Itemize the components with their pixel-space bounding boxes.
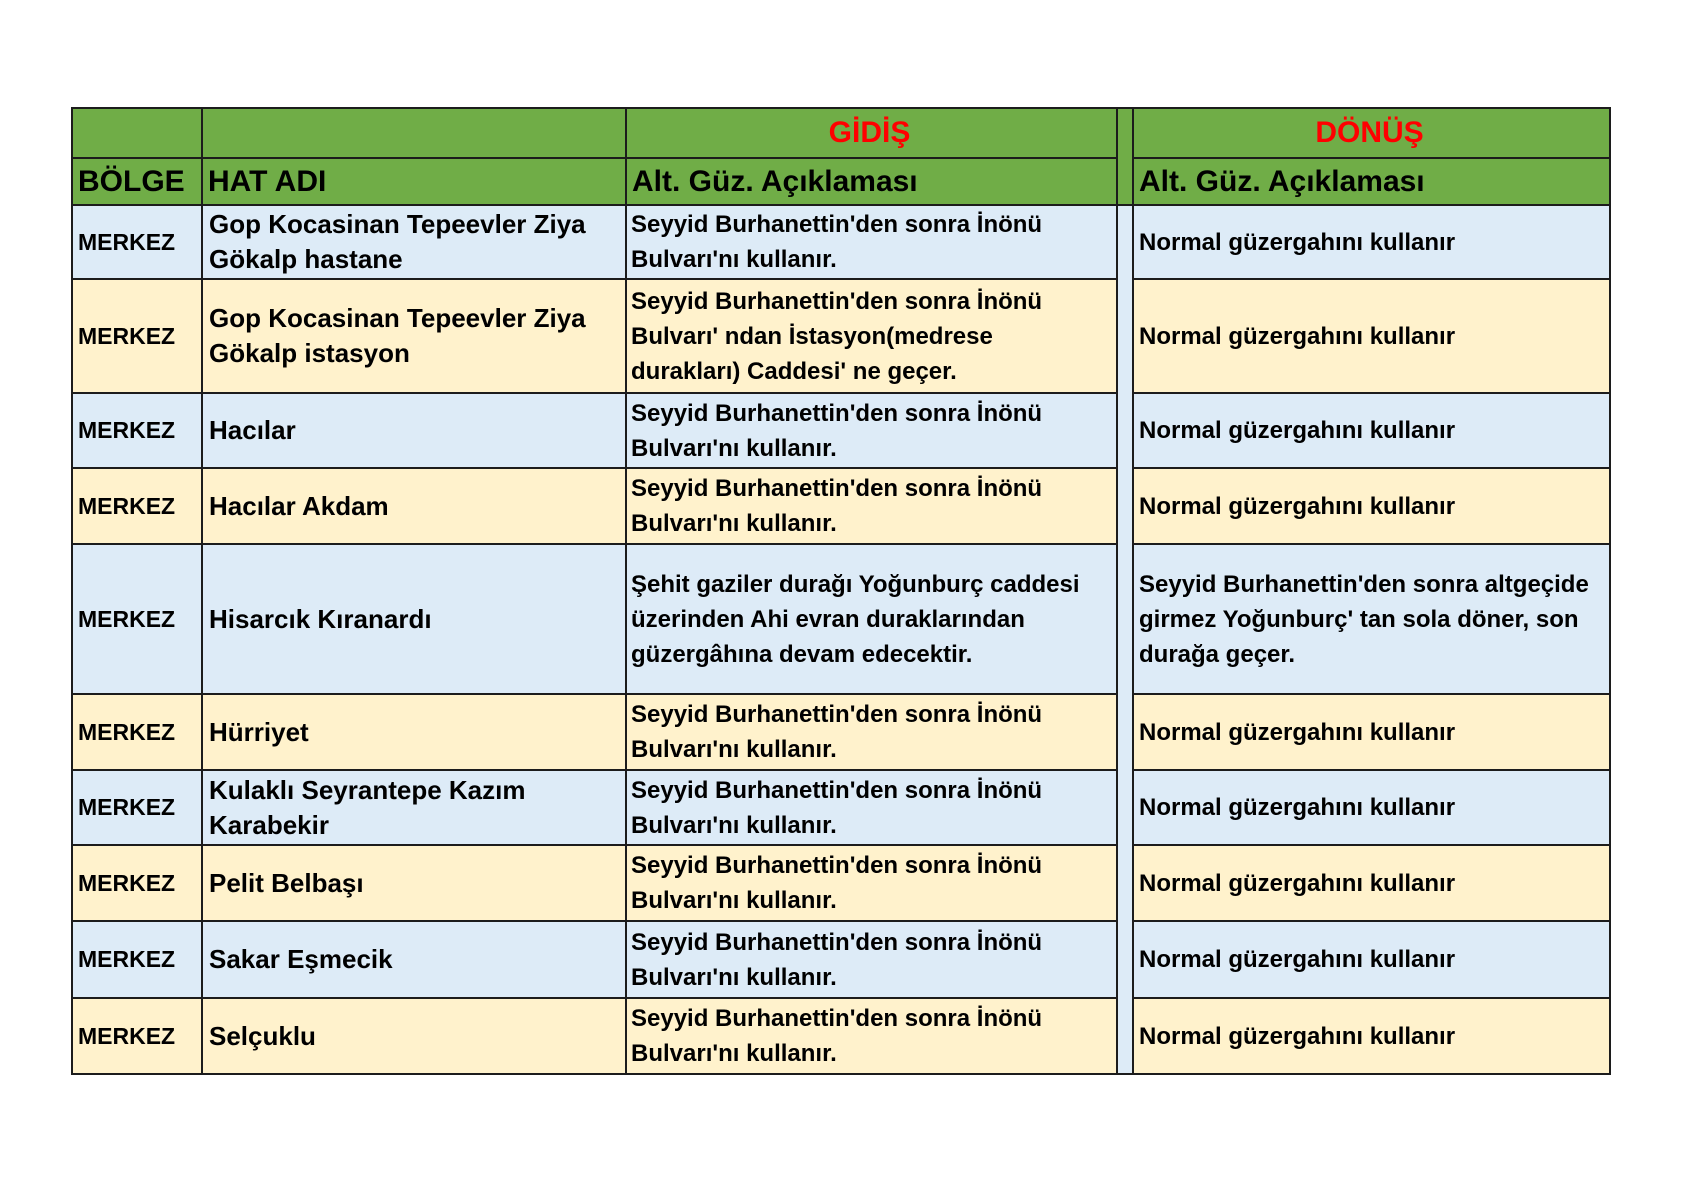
cell-gidis-aciklama: Seyyid Burhanettin'den sonra İnönü Bulvarı'nı kullanır. bbox=[626, 393, 1117, 468]
cell-hat-adi: Selçuklu bbox=[202, 998, 626, 1074]
cell-bolge: MERKEZ bbox=[72, 845, 202, 921]
group-header-row bbox=[72, 108, 1610, 158]
cell-donus-aciklama: Normal güzergahını kullanır bbox=[1133, 393, 1610, 468]
column-header-hat-adi: HAT ADI bbox=[202, 158, 626, 205]
cell-hat-adi: Kulaklı Seyrantepe Kazım Karabekir bbox=[202, 770, 626, 845]
table-row bbox=[72, 393, 1610, 468]
cell-gidis-aciklama: Şehit gaziler durağı Yoğunburç caddesi üzerinden Ahi evran duraklarından güzergâhına devam edecektir. bbox=[626, 544, 1117, 694]
table-row bbox=[72, 694, 1610, 770]
cell-hat-adi: Gop Kocasinan Tepeevler Ziya Gökalp hastane bbox=[202, 205, 626, 279]
column-header-bolge: BÖLGE bbox=[72, 158, 202, 205]
cell-gidis-aciklama: Seyyid Burhanettin'den sonra İnönü Bulvarı' ndan İstasyon(medrese durakları) Caddesi' ne geçer. bbox=[626, 279, 1117, 393]
cell-gidis-aciklama: Seyyid Burhanettin'den sonra İnönü Bulvarı'nı kullanır. bbox=[626, 468, 1117, 544]
cell-bolge: MERKEZ bbox=[72, 393, 202, 468]
table-row bbox=[72, 279, 1610, 393]
table-row bbox=[72, 770, 1610, 845]
cell-gidis-aciklama: Seyyid Burhanettin'den sonra İnönü Bulvarı'nı kullanır. bbox=[626, 921, 1117, 998]
cell-hat-adi: Hisarcık Kıranardı bbox=[202, 544, 626, 694]
cell-bolge: MERKEZ bbox=[72, 998, 202, 1074]
cell-gidis-aciklama: Seyyid Burhanettin'den sonra İnönü Bulvarı'nı kullanır. bbox=[626, 205, 1117, 279]
table-row bbox=[72, 205, 1610, 279]
cell-hat-adi: Sakar Eşmecik bbox=[202, 921, 626, 998]
cell-gidis-aciklama: Seyyid Burhanettin'den sonra İnönü Bulvarı'nı kullanır. bbox=[626, 998, 1117, 1074]
column-header-gidis-aciklama: Alt. Güz. Açıklaması bbox=[626, 158, 1117, 205]
column-header-row bbox=[72, 158, 1610, 205]
cell-bolge: MERKEZ bbox=[72, 544, 202, 694]
cell-donus-aciklama: Normal güzergahını kullanır bbox=[1133, 468, 1610, 544]
cell-bolge: MERKEZ bbox=[72, 921, 202, 998]
cell-donus-aciklama: Normal güzergahını kullanır bbox=[1133, 205, 1610, 279]
cell-bolge: MERKEZ bbox=[72, 205, 202, 279]
cell-donus-aciklama: Normal güzergahını kullanır bbox=[1133, 998, 1610, 1074]
cell-hat-adi: Gop Kocasinan Tepeevler Ziya Gökalp istasyon bbox=[202, 279, 626, 393]
cell-donus-aciklama: Normal güzergahını kullanır bbox=[1133, 694, 1610, 770]
cell-hat-adi: Hacılar bbox=[202, 393, 626, 468]
table-header bbox=[72, 108, 1610, 205]
cell-donus-aciklama: Seyyid Burhanettin'den sonra altgeçide girmez Yoğunburç' tan sola döner, son durağa geçer. bbox=[1133, 544, 1610, 694]
table-body bbox=[72, 205, 1610, 1074]
cell-hat-adi: Hürriyet bbox=[202, 694, 626, 770]
table-row bbox=[72, 468, 1610, 544]
table-row bbox=[72, 544, 1610, 694]
cell-donus-aciklama: Normal güzergahını kullanır bbox=[1133, 279, 1610, 393]
cell-donus-aciklama: Normal güzergahını kullanır bbox=[1133, 770, 1610, 845]
route-table bbox=[71, 107, 1611, 1075]
cell-donus-aciklama: Normal güzergahını kullanır bbox=[1133, 921, 1610, 998]
cell-hat-adi: Hacılar Akdam bbox=[202, 468, 626, 544]
cell-bolge: MERKEZ bbox=[72, 694, 202, 770]
cell-hat-adi: Pelit Belbaşı bbox=[202, 845, 626, 921]
table-row bbox=[72, 921, 1610, 998]
cell-bolge: MERKEZ bbox=[72, 468, 202, 544]
table-row bbox=[72, 845, 1610, 921]
cell-donus-aciklama: Normal güzergahını kullanır bbox=[1133, 845, 1610, 921]
group-header-donus: DÖNÜŞ bbox=[1133, 108, 1610, 158]
header-empty-cell bbox=[202, 108, 626, 158]
cell-bolge: MERKEZ bbox=[72, 770, 202, 845]
cell-gidis-aciklama: Seyyid Burhanettin'den sonra İnönü Bulvarı'nı kullanır. bbox=[626, 845, 1117, 921]
header-empty-cell bbox=[72, 108, 202, 158]
group-header-gidis: GİDİŞ bbox=[626, 108, 1117, 158]
column-separator bbox=[1117, 205, 1133, 1074]
cell-bolge: MERKEZ bbox=[72, 279, 202, 393]
column-separator bbox=[1117, 108, 1133, 205]
column-header-donus-aciklama: Alt. Güz. Açıklaması bbox=[1133, 158, 1610, 205]
table-row bbox=[72, 998, 1610, 1074]
cell-gidis-aciklama: Seyyid Burhanettin'den sonra İnönü Bulvarı'nı kullanır. bbox=[626, 770, 1117, 845]
cell-gidis-aciklama: Seyyid Burhanettin'den sonra İnönü Bulvarı'nı kullanır. bbox=[626, 694, 1117, 770]
